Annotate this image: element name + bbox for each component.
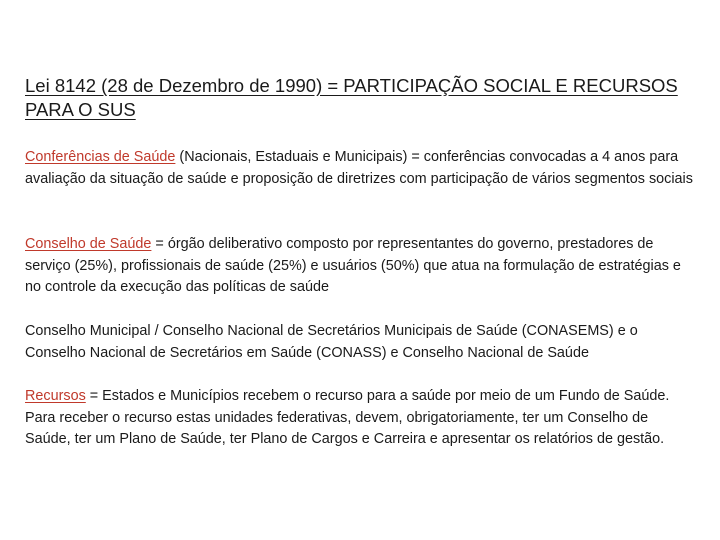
term-recursos: Recursos [25,388,86,404]
paragraph-conselhos-nacionais [25,321,695,364]
paragraph-text: = órgão deliberativo composto por representantes do governo, prestadores de serviço (25%), profissionais de saúde (25%) e usuários (50%) que atua na formulação de estratégias e no controle da execução das políticas de saúde [25,236,681,295]
term-conferencias-de-saude: Conferências de Saúde [25,149,176,165]
paragraph-text: = Estados e Municípios recebem o recurso para a saúde por meio de um Fundo de Saúde. Para receber o recurso estas unidades federativas, devem, obrigatoriamente, ter um Conselho de Saúde, ter um Plano de Saúde, ter Plano de Cargos e Carreira e apresentar os relatórios de gestão. [25,388,670,447]
paragraph-conselho [25,234,695,299]
paragraph-conferencias [25,147,695,190]
paragraph-text: Conselho Municipal / Conselho Nacional de Secretários Municipais de Saúde (CONASEMS) e o Conselho Nacional de Secretários em Saúde (CONASS) e Conselho Nacional de Saúde [25,323,638,361]
paragraph-text: (Nacionais, Estaduais e Municipais) = conferências convocadas a 4 anos para avaliação da situação de saúde e proposição de diretrizes com participação de vários segmentos sociais [25,149,693,187]
term-conselho-de-saude: Conselho de Saúde [25,236,152,252]
paragraph-recursos [25,386,695,451]
slide-title: Lei 8142 (28 de Dezembro de 1990) = PARTICIPAÇÃO SOCIAL E RECURSOS PARA O SUS [25,75,678,120]
